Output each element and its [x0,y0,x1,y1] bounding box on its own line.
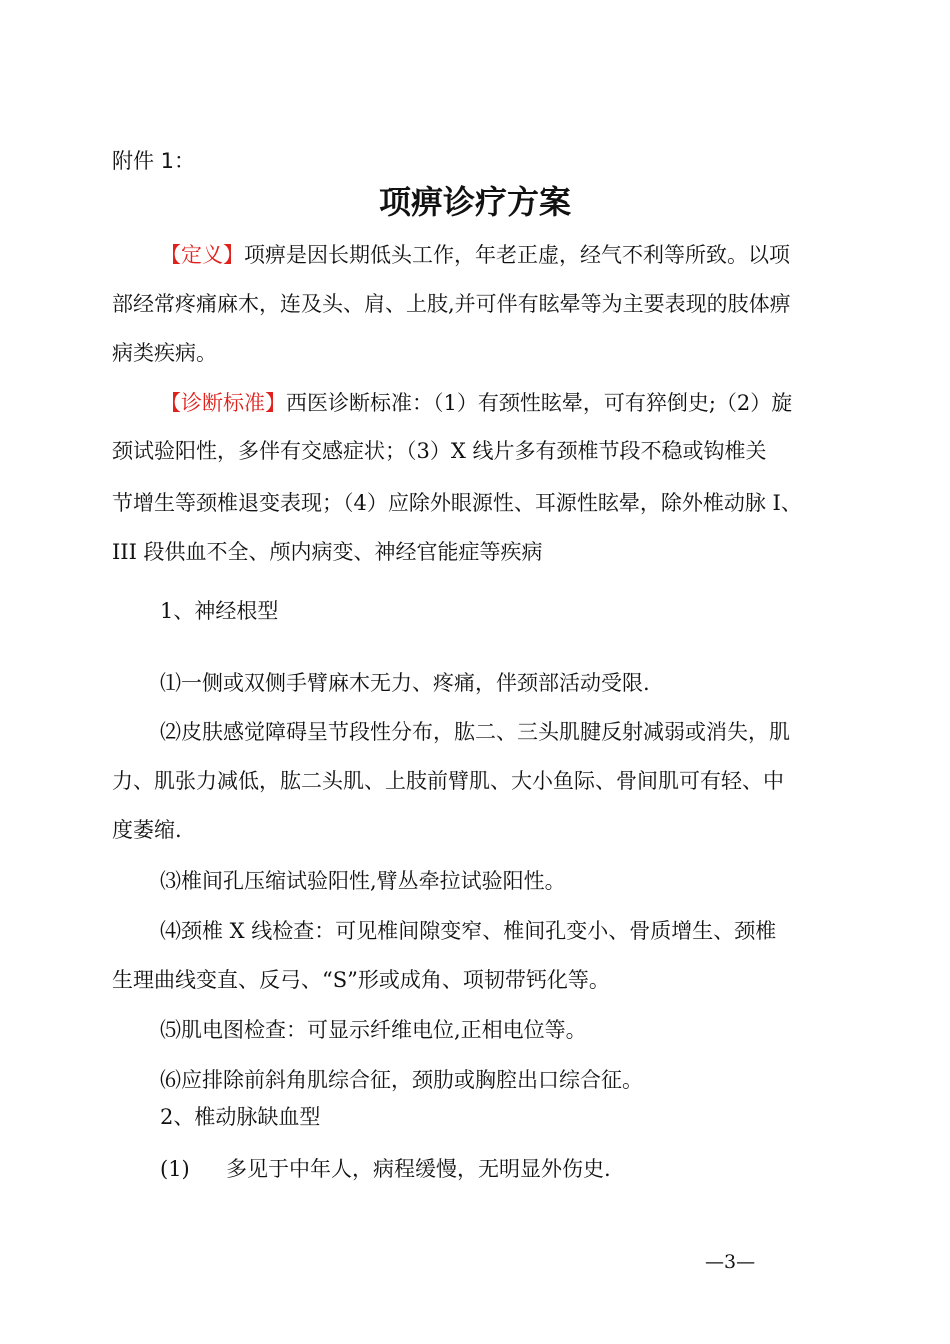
section1-item-4-line-2: 生理曲线变直、反弓、“S”形或成角、项韧带钙化等。 [112,968,610,992]
diagnosis-line-2: 颈试验阳性，多伴有交感症状；（3）X 线片多有颈椎节段不稳或钩椎关 [112,439,767,463]
section2-item-1-text: 多见于中年人，病程缓慢，无明显外伤史. [226,1157,611,1181]
diagnosis-line-1: 【诊断标准】西医诊断标准：（1）有颈性眩晕，可有猝倒史;（2）旋 [160,391,793,415]
section1-heading: 1、神经根型 [160,599,279,623]
definition-label: 【定义】 [160,243,244,267]
definition-line-1: 【定义】项痹是因长期低头工作，年老正虚，经气不利等所致。以项 [160,243,790,267]
page-number: —3— [705,1251,756,1273]
diagnosis-line-3: 节增生等颈椎退变表现；（4）应除外眼源性、耳源性眩晕，除外椎动脉 I、 [112,491,802,515]
section2-item-1-marker: (1) [160,1157,190,1181]
section1-item-2-line-3: 度萎缩. [112,818,182,842]
section1-item-4-line-1: ⑷颈椎 X 线检查：可见椎间隙变窄、椎间孔变小、骨质增生、颈椎 [160,919,777,943]
page-title: 项痹诊疗方案 [378,183,571,221]
section1-item-5: ⑸肌电图检查：可显示纤维电位,正相电位等。 [160,1018,587,1042]
section2-heading: 2、椎动脉缺血型 [160,1105,321,1129]
definition-line-3: 病类疾病。 [112,341,217,365]
definition-line-2: 部经常疼痛麻木，连及头、肩、上肢,并可伴有眩晕等为主要表现的肢体痹 [112,292,791,316]
section1-item-2-line-2: 力、肌张力减低，肱二头肌、上肢前臂肌、大小鱼际、骨间肌可有轻、中 [112,769,784,793]
section1-item-6: ⑹应排除前斜角肌综合征，颈肋或胸腔出口综合征。 [160,1068,643,1092]
section1-item-2-line-1: ⑵皮肤感觉障碍呈节段性分布，肱二、三头肌腱反射减弱或消失，肌 [160,720,790,744]
section1-item-1: ⑴一侧或双侧手臂麻木无力、疼痛，伴颈部活动受限. [160,671,650,695]
diagnosis-line-4: III 段供血不全、颅内病变、神经官能症等疾病 [112,540,543,564]
section1-item-3: ⑶椎间孔压缩试验阳性,臂丛牵拉试验阳性。 [160,869,566,893]
attachment-label: 附件 1： [112,149,196,173]
diagnosis-label: 【诊断标准】 [160,391,286,415]
